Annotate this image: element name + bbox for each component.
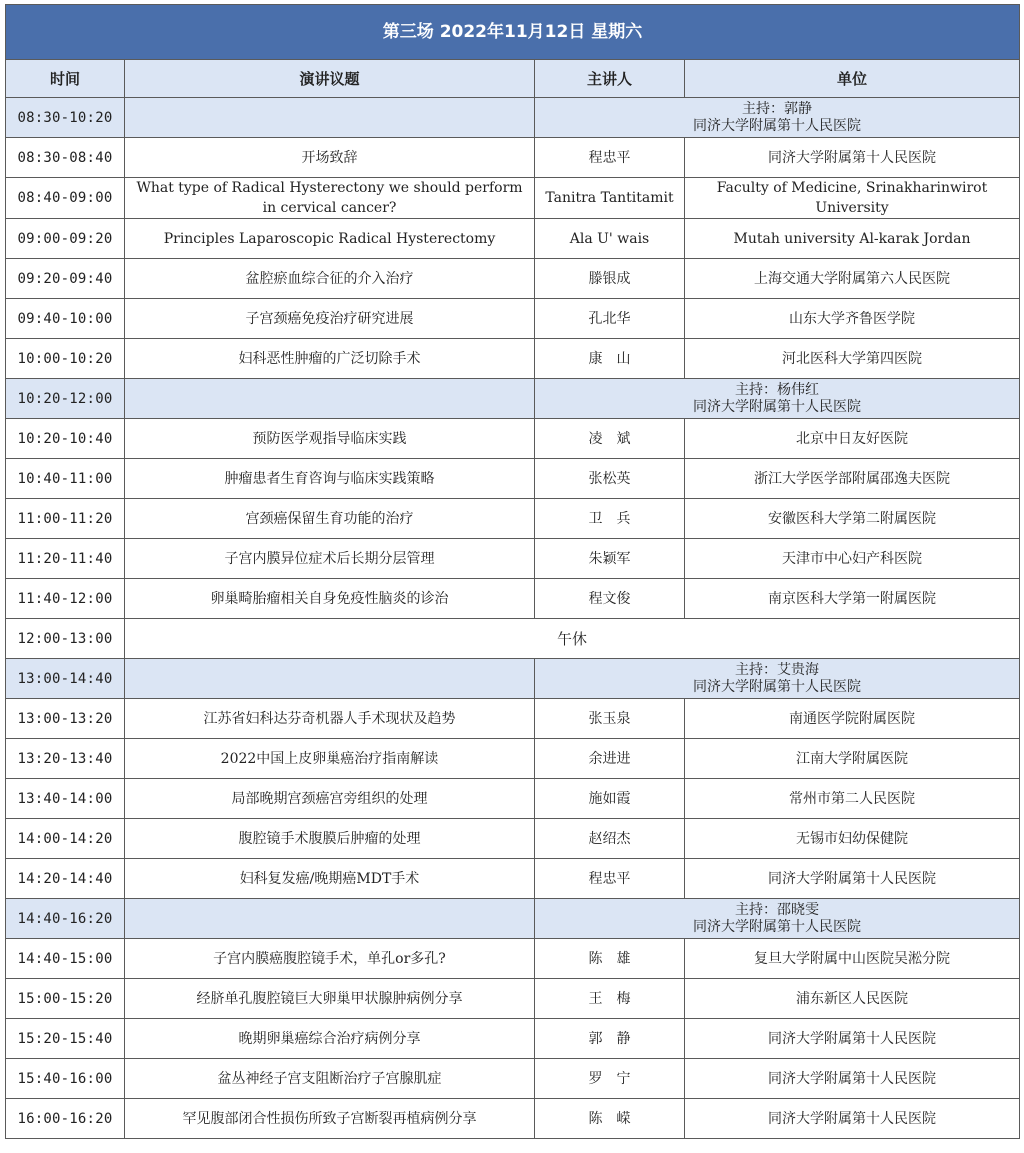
topic-cell-empty: [125, 659, 535, 699]
header-row: [6, 60, 1020, 98]
unit-cell: 南京医科大学第一附属医院: [685, 579, 1020, 619]
topic-cell: 预防医学观指导临床实践: [125, 419, 535, 459]
unit-cell: 同济大学附属第十人民医院: [685, 138, 1020, 178]
talk-row: [6, 779, 1020, 819]
topic-cell: 腹腔镜手术腹膜后肿瘤的处理: [125, 819, 535, 859]
speaker-cell: 滕银成: [535, 259, 685, 299]
time-cell: 08:30-08:40: [6, 138, 125, 178]
time-cell: 14:00-14:20: [6, 819, 125, 859]
chair-name: 主持：郭静: [742, 100, 813, 117]
speaker-cell: 凌 斌: [535, 419, 685, 459]
topic-cell-empty: [125, 98, 535, 138]
time-cell: 11:00-11:20: [6, 499, 125, 539]
time-cell: 10:20-12:00: [6, 379, 125, 419]
unit-cell: 上海交通大学附属第六人民医院: [685, 259, 1020, 299]
chair-cell: [535, 98, 1020, 138]
time-cell: 10:00-10:20: [6, 339, 125, 379]
talk-row: [6, 259, 1020, 299]
chair-cell: [535, 899, 1020, 939]
talk-row: [6, 419, 1020, 459]
time-cell: 14:20-14:40: [6, 859, 125, 899]
time-cell: 13:40-14:00: [6, 779, 125, 819]
talk-row: [6, 299, 1020, 339]
talk-row: [6, 459, 1020, 499]
speaker-cell: 程文俊: [535, 579, 685, 619]
lunch-cell: 午休: [125, 619, 1020, 659]
time-cell: 15:20-15:40: [6, 1019, 125, 1059]
unit-cell: 江南大学附属医院: [685, 739, 1020, 779]
unit-cell: 天津市中心妇产科医院: [685, 539, 1020, 579]
chair-name: 主持：杨伟红: [735, 381, 820, 398]
chair-name: 主持：邵晓雯: [735, 901, 820, 918]
unit-cell: 浦东新区人民医院: [685, 979, 1020, 1019]
time-cell: 13:00-13:20: [6, 699, 125, 739]
talk-row: [6, 939, 1020, 979]
topic-cell: 罕见腹部闭合性损伤所致子宫断裂再植病例分享: [125, 1099, 535, 1139]
speaker-cell: 孔北华: [535, 299, 685, 339]
time-cell: 08:30-10:20: [6, 98, 125, 138]
speaker-cell: 陈 雄: [535, 939, 685, 979]
topic-cell: 盆腔瘀血综合征的介入治疗: [125, 259, 535, 299]
talk-row: [6, 819, 1020, 859]
speaker-cell: 余进进: [535, 739, 685, 779]
time-cell: 09:40-10:00: [6, 299, 125, 339]
speaker-cell: 施如霞: [535, 779, 685, 819]
unit-cell: 常州市第二人民医院: [685, 779, 1020, 819]
schedule-body: [6, 5, 1020, 1139]
time-cell: 11:40-12:00: [6, 579, 125, 619]
time-cell: 13:20-13:40: [6, 739, 125, 779]
title-row: [6, 5, 1020, 60]
unit-cell: 同济大学附属第十人民医院: [685, 1019, 1020, 1059]
lunch-row: [6, 619, 1020, 659]
speaker-cell: 张玉泉: [535, 699, 685, 739]
header-unit: 单位: [685, 60, 1020, 98]
chair-unit: 同济大学附属第十人民医院: [693, 117, 862, 134]
header-topic: 演讲议题: [125, 60, 535, 98]
time-cell: 13:00-14:40: [6, 659, 125, 699]
topic-cell: 子宫内膜异位症术后长期分层管理: [125, 539, 535, 579]
unit-cell: 河北医科大学第四医院: [685, 339, 1020, 379]
topic-cell: 经脐单孔腹腔镜巨大卵巢甲状腺肿病例分享: [125, 979, 535, 1019]
unit-cell: 同济大学附属第十人民医院: [685, 1059, 1020, 1099]
chair-row: [6, 379, 1020, 419]
time-cell: 11:20-11:40: [6, 539, 125, 579]
chair-unit: 同济大学附属第十人民医院: [693, 918, 862, 935]
topic-cell: 妇科复发癌/晚期癌MDT手术: [125, 859, 535, 899]
speaker-cell: 程忠平: [535, 859, 685, 899]
talk-row: [6, 1019, 1020, 1059]
topic-cell: 肿瘤患者生育咨询与临床实践策略: [125, 459, 535, 499]
speaker-cell: 赵绍杰: [535, 819, 685, 859]
talk-row: [6, 539, 1020, 579]
talk-row: [6, 219, 1020, 259]
talk-row: [6, 579, 1020, 619]
chair-cell: [535, 379, 1020, 419]
time-cell: 14:40-15:00: [6, 939, 125, 979]
time-cell: 08:40-09:00: [6, 178, 125, 219]
topic-cell: 宫颈癌保留生育功能的治疗: [125, 499, 535, 539]
chair-name: 主持：艾贵海: [735, 661, 820, 678]
chair-row: [6, 899, 1020, 939]
speaker-cell: Tanitra Tantitamit: [535, 178, 685, 219]
unit-cell: 同济大学附属第十人民医院: [685, 1099, 1020, 1139]
topic-cell-empty: [125, 379, 535, 419]
unit-cell: 无锡市妇幼保健院: [685, 819, 1020, 859]
talk-row: [6, 1099, 1020, 1139]
speaker-cell: Ala U' wais: [535, 219, 685, 259]
header-speaker: 主讲人: [535, 60, 685, 98]
topic-cell: 2022中国上皮卵巢癌治疗指南解读: [125, 739, 535, 779]
talk-row: [6, 859, 1020, 899]
talk-row: [6, 699, 1020, 739]
talk-row: [6, 178, 1020, 219]
chair-unit: 同济大学附属第十人民医院: [693, 398, 862, 415]
time-cell: 12:00-13:00: [6, 619, 125, 659]
speaker-cell: 康 山: [535, 339, 685, 379]
topic-cell: What type of Radical Hysterectony we should perform in cervical cancer?: [125, 178, 535, 219]
time-cell: 09:20-09:40: [6, 259, 125, 299]
time-cell: 16:00-16:20: [6, 1099, 125, 1139]
topic-cell: Principles Laparoscopic Radical Hysterectomy: [125, 219, 535, 259]
topic-cell: 开场致辞: [125, 138, 535, 178]
chair-cell: [535, 659, 1020, 699]
time-cell: 15:40-16:00: [6, 1059, 125, 1099]
topic-cell: 妇科恶性肿瘤的广泛切除手术: [125, 339, 535, 379]
topic-cell: 局部晚期宫颈癌宫旁组织的处理: [125, 779, 535, 819]
unit-cell: 南通医学院附属医院: [685, 699, 1020, 739]
time-cell: 14:40-16:20: [6, 899, 125, 939]
time-cell: 09:00-09:20: [6, 219, 125, 259]
talk-row: [6, 138, 1020, 178]
time-cell: 10:40-11:00: [6, 459, 125, 499]
speaker-cell: 张松英: [535, 459, 685, 499]
topic-cell: 江苏省妇科达芬奇机器人手术现状及趋势: [125, 699, 535, 739]
talk-row: [6, 499, 1020, 539]
speaker-cell: 卫 兵: [535, 499, 685, 539]
unit-cell: 山东大学齐鲁医学院: [685, 299, 1020, 339]
time-cell: 10:20-10:40: [6, 419, 125, 459]
speaker-cell: 罗 宁: [535, 1059, 685, 1099]
chair-row: [6, 98, 1020, 138]
session-title: 第三场 2022年11月12日 星期六: [6, 5, 1020, 60]
speaker-cell: 程忠平: [535, 138, 685, 178]
topic-cell: 晚期卵巢癌综合治疗病例分享: [125, 1019, 535, 1059]
unit-cell: 浙江大学医学部附属邵逸夫医院: [685, 459, 1020, 499]
speaker-cell: 朱颖军: [535, 539, 685, 579]
unit-cell: 同济大学附属第十人民医院: [685, 859, 1020, 899]
topic-cell: 盆丛神经子宫支阻断治疗子宫腺肌症: [125, 1059, 535, 1099]
topic-cell: 子宫颈癌免疫治疗研究进展: [125, 299, 535, 339]
unit-cell: Faculty of Medicine, Srinakharinwirot University: [685, 178, 1020, 219]
chair-row: [6, 659, 1020, 699]
topic-cell: 卵巢畸胎瘤相关自身免疫性脑炎的诊治: [125, 579, 535, 619]
speaker-cell: 郭 静: [535, 1019, 685, 1059]
topic-cell-empty: [125, 899, 535, 939]
unit-cell: 安徽医科大学第二附属医院: [685, 499, 1020, 539]
talk-row: [6, 1059, 1020, 1099]
talk-row: [6, 979, 1020, 1019]
chair-unit: 同济大学附属第十人民医院: [693, 678, 862, 695]
speaker-cell: 王 梅: [535, 979, 685, 1019]
unit-cell: 北京中日友好医院: [685, 419, 1020, 459]
talk-row: [6, 739, 1020, 779]
unit-cell: Mutah university Al-karak Jordan: [685, 219, 1020, 259]
speaker-cell: 陈 嵘: [535, 1099, 685, 1139]
unit-cell: 复旦大学附属中山医院吴淞分院: [685, 939, 1020, 979]
header-time: 时间: [6, 60, 125, 98]
talk-row: [6, 339, 1020, 379]
schedule-table: [5, 4, 1020, 1139]
time-cell: 15:00-15:20: [6, 979, 125, 1019]
topic-cell: 子宫内膜癌腹腔镜手术，单孔or多孔?: [125, 939, 535, 979]
